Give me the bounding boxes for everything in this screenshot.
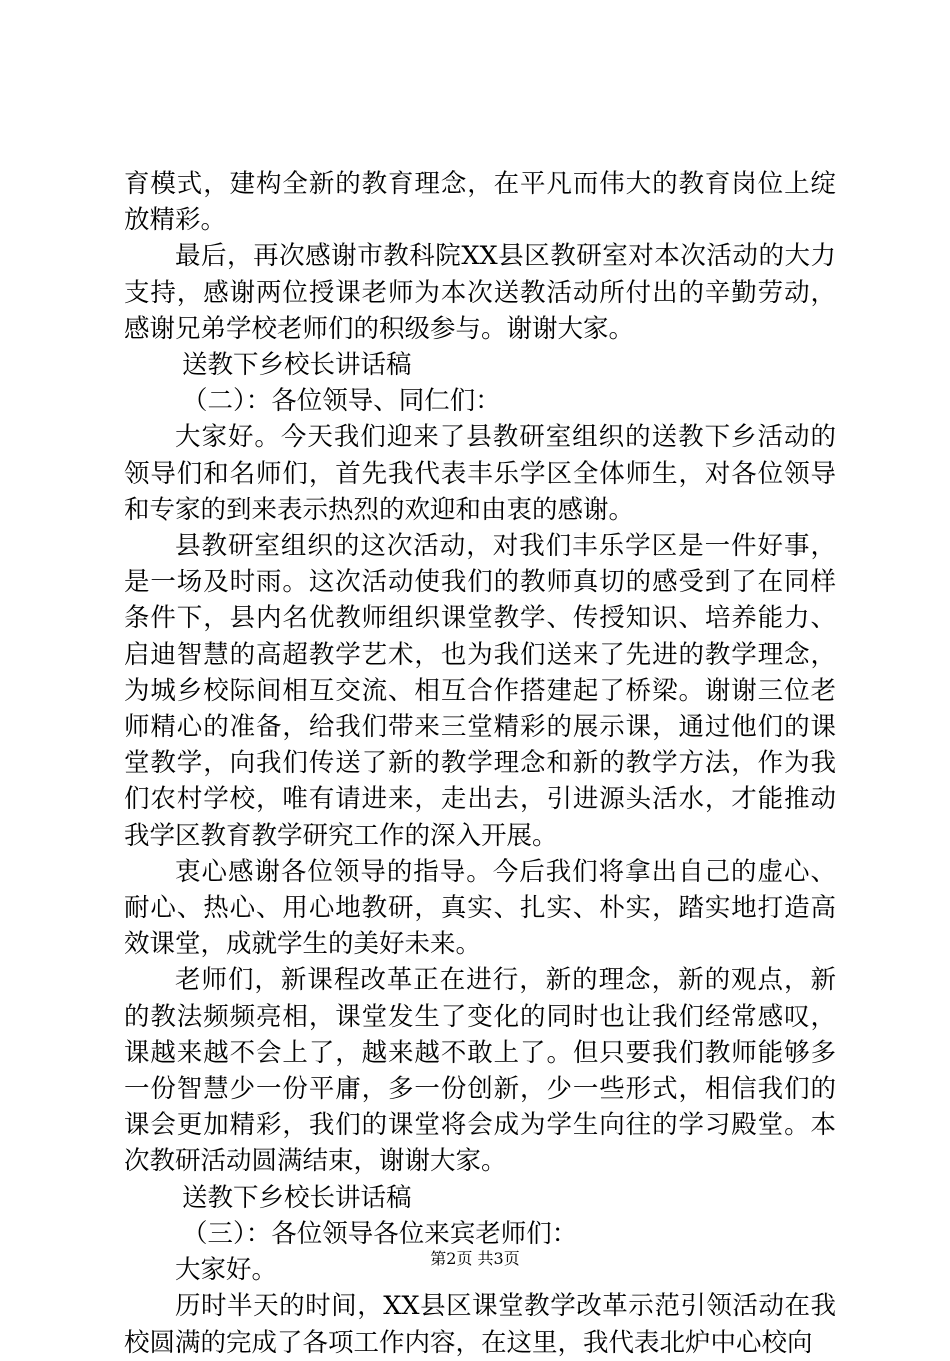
paragraph: 育模式，建构全新的教育理念，在平凡而伟大的教育岗位上绽放精彩。 (124, 169, 836, 236)
paragraph: 大家好。今天我们迎来了县教研室组织的送教下乡活动的领导们和名师们，首先我代表丰乐学区全体师生，对各位领导和专家的到来表示热烈的欢迎和由衷的感谢。 (124, 422, 836, 525)
paragraph: 老师们，新课程改革正在进行，新的理念，新的观点，新的教法频频亮相，课堂发生了变化的同时也让我们经常感叹，课越来越不会上了，越来越不敢上了。但只要我们教师能够多一份智慧少一份平庸，多一份创新，少一些形式，相信我们的课会更加精彩，我们的课堂将会成为学生向往的学习殿堂。本次教研活动圆满结束，谢谢大家。 (124, 965, 836, 1177)
section-title: 送教下乡校长讲话稿 (182, 350, 412, 381)
section-subtitle: （二）：各位领导、同仁们： (182, 386, 501, 417)
paragraph: 县教研室组织的这次活动，对我们丰乐学区是一件好事，是一场及时雨。这次活动使我们的教师真切的感受到了在同样条件下，县内名优教师组织课堂教学、传授知识、培养能力、启迪智慧的高超教学艺术，也为我们送来了先进的教学理念，为城乡校际间相互交流、相互合作搭建起了桥梁。谢谢三位老师精心的准备，给我们带来三堂精彩的展示课，通过他们的课堂教学，向我们传送了新的教学理念和新的教学方法，作为我们农村学校，唯有请进来，走出去，引进源头活水，才能推动我学区教育教学研究工作的深入开展。 (124, 531, 836, 851)
document-body (124, 166, 836, 1361)
section-title: 送教下乡校长讲话稿 (182, 1182, 412, 1213)
paragraph: 最后，再次感谢市教科院XX县区教研室对本次活动的大力支持，感谢两位授课老师为本次送教活动所付出的辛勤劳动，感谢兄弟学校老师们的积级参与。谢谢大家。 (124, 241, 836, 344)
page-number-footer: 第2页 共3页 (430, 1249, 520, 1268)
section-subtitle: （三）：各位领导各位来宾老师们： (182, 1218, 578, 1249)
paragraph: 衷心感谢各位领导的指导。今后我们将拿出自己的虚心、耐心、热心、用心地教研，真实、扎实、朴实，踏实地打造高效课堂，成就学生的美好未来。 (124, 856, 836, 960)
paragraph: 大家好。 (175, 1255, 278, 1286)
paragraph: 历时半天的时间，XX县区课堂教学改革示范引领活动在我校圆满的完成了各项工作内容，在这里，我代表北炉中心校向 (124, 1291, 836, 1358)
